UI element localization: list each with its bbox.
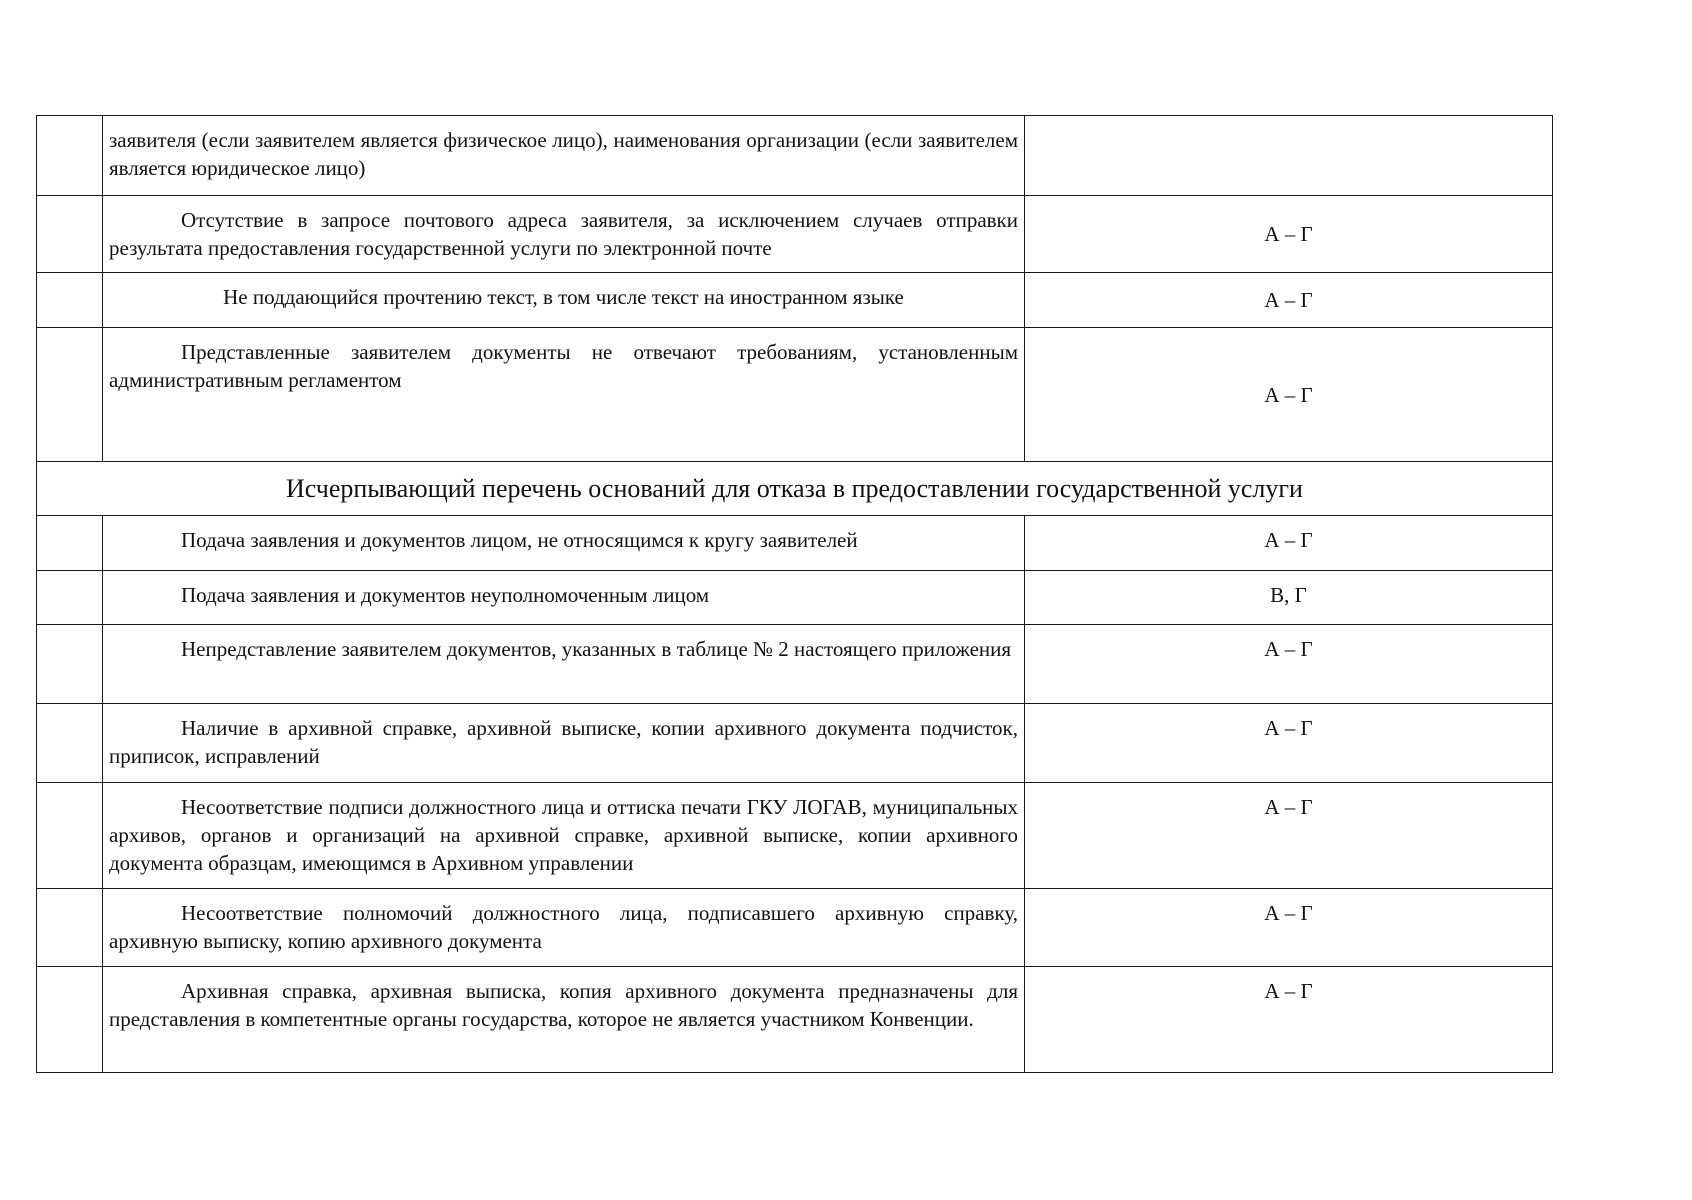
applicant-category-cell — [1025, 704, 1553, 783]
applicant-category-cell — [1025, 116, 1553, 196]
applicant-category: В, Г — [1270, 583, 1307, 607]
ground-text-cell — [103, 116, 1025, 196]
table-row — [37, 273, 1553, 328]
row-number-cell — [37, 328, 103, 462]
table-row — [37, 328, 1553, 462]
ground-text-cell — [103, 273, 1025, 328]
row-number-cell — [37, 889, 103, 967]
table-row — [37, 704, 1553, 783]
grounds-table — [36, 115, 1553, 1073]
applicant-category: А – Г — [1264, 528, 1313, 552]
applicant-category: А – Г — [1264, 288, 1313, 312]
ground-text-cell — [103, 571, 1025, 625]
table-row — [37, 571, 1553, 625]
applicant-category-cell — [1025, 889, 1553, 967]
ground-text: Представленные заявителем документы не отвечают требованиям, установленным административным регламентом — [109, 340, 1018, 392]
row-number-cell — [37, 196, 103, 273]
row-number-cell — [37, 571, 103, 625]
applicant-category-cell — [1025, 328, 1553, 462]
table-row — [37, 625, 1553, 704]
ground-text: Подача заявления и документов неуполномоченным лицом — [181, 583, 710, 607]
applicant-category: А – Г — [1264, 901, 1313, 925]
ground-text-cell — [103, 516, 1025, 571]
row-number-cell — [37, 967, 103, 1073]
ground-text: заявителя (если заявителем является физическое лицо), наименования организации (если заявителем является юридическое лицо) — [109, 128, 1018, 180]
row-number-cell — [37, 516, 103, 571]
ground-text: Подача заявления и документов лицом, не относящимся к кругу заявителей — [181, 528, 858, 552]
ground-text: Непредставление заявителем документов, указанных в таблице № 2 настоящего приложения — [181, 637, 1012, 661]
table-row — [37, 196, 1553, 273]
section-row — [37, 462, 1553, 516]
ground-text-cell — [103, 783, 1025, 889]
ground-text-cell — [103, 625, 1025, 704]
ground-text-cell — [103, 889, 1025, 967]
applicant-category: А – Г — [1264, 637, 1313, 661]
table-row — [37, 889, 1553, 967]
applicant-category-cell — [1025, 571, 1553, 625]
applicant-category: А – Г — [1264, 382, 1313, 407]
ground-text: Несоответствие подписи должностного лица и оттиска печати ГКУ ЛОГАВ, муниципальных архивов, органов и организаций на архивной справке, архивной выписке, копии архивного документа образцам, имеющимся в Архивном управлении — [109, 795, 1018, 875]
row-number-cell — [37, 116, 103, 196]
table-row — [37, 783, 1553, 889]
ground-text: Отсутствие в запросе почтового адреса заявителя, за исключением случаев отправки результата предоставления государственной услуги по электронной почте — [109, 208, 1018, 260]
ground-text: Не поддающийся прочтению текст, в том числе текст на иностранном языке — [223, 285, 904, 309]
ground-text: Несоответствие полномочий должностного лица, подписавшего архивную справку, архивную выписку, копию архивного документа — [109, 901, 1018, 953]
applicant-category-cell — [1025, 783, 1553, 889]
rows-before — [37, 116, 1553, 462]
applicant-category-cell — [1025, 967, 1553, 1073]
ground-text-cell — [103, 704, 1025, 783]
ground-text: Архивная справка, архивная выписка, копия архивного документа предназначены для представления в компетентные органы государства, которое не является участником Конвенции. — [109, 979, 1018, 1031]
section-header — [37, 462, 1553, 516]
ground-text-cell — [103, 328, 1025, 462]
applicant-category: А – Г — [1264, 795, 1313, 819]
applicant-category-cell — [1025, 273, 1553, 328]
applicant-category-cell — [1025, 196, 1553, 273]
row-number-cell — [37, 783, 103, 889]
rows-after — [37, 516, 1553, 1073]
applicant-category: А – Г — [1264, 716, 1313, 740]
table-row — [37, 116, 1553, 196]
ground-text-cell — [103, 967, 1025, 1073]
row-number-cell — [37, 704, 103, 783]
table-row — [37, 516, 1553, 571]
applicant-category-cell — [1025, 625, 1553, 704]
row-number-cell — [37, 273, 103, 328]
applicant-category: А – Г — [1264, 979, 1313, 1003]
applicant-category-cell — [1025, 516, 1553, 571]
ground-text: Наличие в архивной справке, архивной выписке, копии архивного документа подчисток, приписок, исправлений — [109, 716, 1018, 768]
table-row — [37, 967, 1553, 1073]
applicant-category: А – Г — [1264, 222, 1313, 246]
section-title: Исчерпывающий перечень оснований для отказа в предоставлении государственной услуги — [37, 462, 1553, 516]
ground-text-cell — [103, 196, 1025, 273]
row-number-cell — [37, 625, 103, 704]
